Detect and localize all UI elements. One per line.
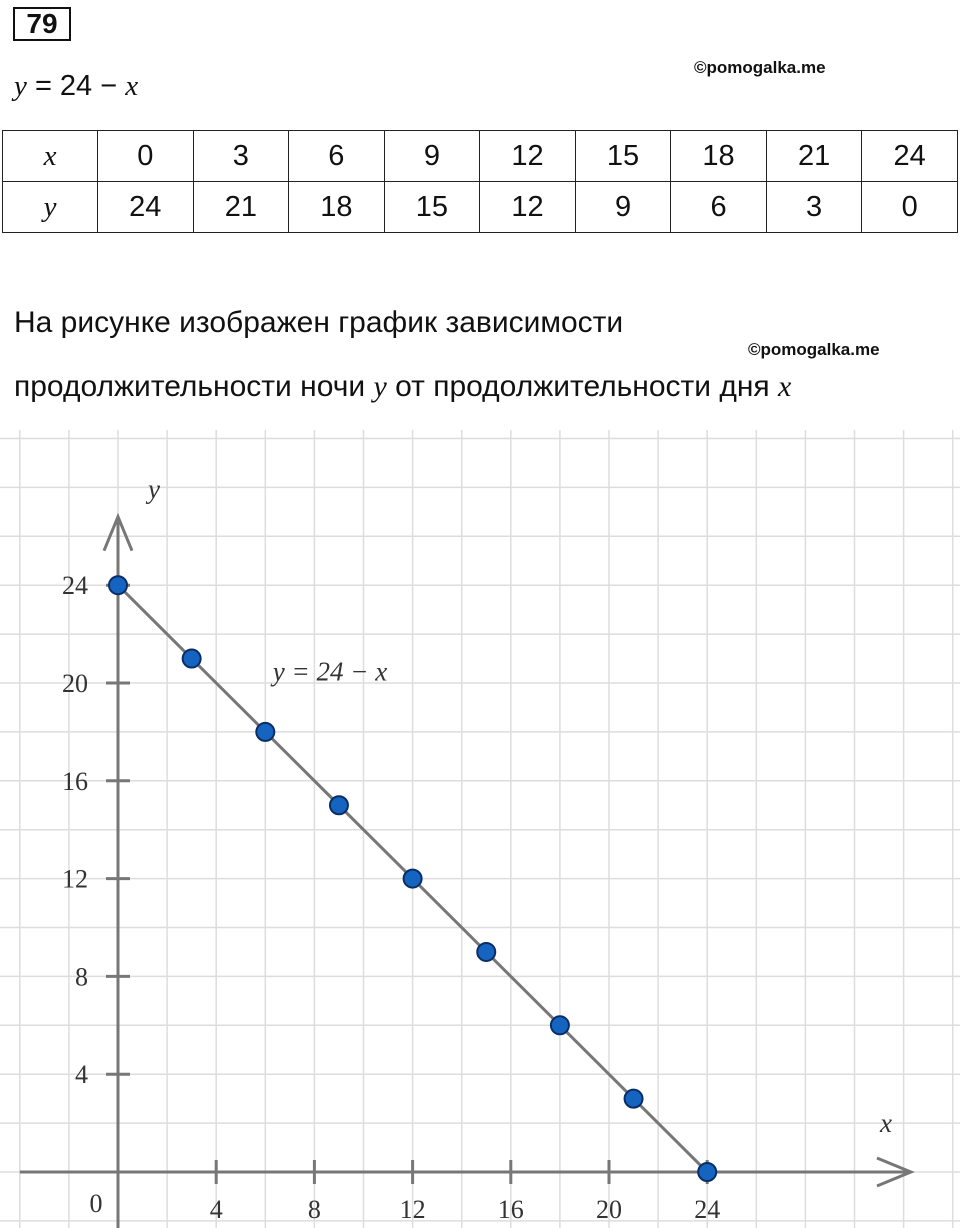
values-table [2, 130, 958, 233]
table-cell: 21 [193, 182, 289, 233]
formula-rhs: = 24 − [34, 70, 118, 102]
data-point [183, 650, 201, 668]
data-point [109, 576, 127, 594]
y-tick-label: 8 [75, 962, 88, 992]
table-cell: 12 [480, 182, 576, 233]
table-cell: 15 [384, 182, 480, 233]
table-cell: 9 [384, 131, 480, 182]
table-cell: 0 [862, 182, 958, 233]
table-cell: 18 [289, 182, 385, 233]
data-point [330, 796, 348, 814]
table-cell: 15 [575, 131, 671, 182]
x-tick-label: 24 [694, 1195, 721, 1224]
y-tick-label: 24 [62, 571, 88, 601]
description-line-2 [14, 370, 791, 404]
task-number: 79 [13, 7, 71, 41]
chart-axes [20, 517, 911, 1228]
chart-labels [145, 474, 892, 1138]
y-axis-label: y [148, 474, 160, 504]
x-tick-label: 20 [596, 1195, 622, 1224]
table-header-y: y [3, 182, 98, 233]
function-formula [14, 70, 138, 103]
data-point [256, 723, 274, 741]
table-cell: 3 [766, 182, 862, 233]
x-tick-label: 8 [307, 1195, 321, 1224]
table-header-x: x [3, 131, 98, 182]
data-point [698, 1163, 716, 1181]
description-var-x: x [778, 370, 792, 403]
chart-ticks [62, 571, 720, 1224]
y-tick-label: 16 [62, 766, 88, 796]
y-tick-label: 4 [75, 1060, 88, 1090]
table-cell: 6 [289, 131, 385, 182]
description-text: от продолжительности дня [395, 370, 770, 403]
table-cell: 9 [575, 182, 671, 233]
description-line-1: На рисунке изображен график зависимости [14, 306, 624, 339]
watermark: ©pomogalka.me [694, 58, 826, 77]
data-point [477, 943, 495, 961]
watermark: ©pomogalka.me [748, 340, 880, 359]
x-tick-label: 16 [497, 1195, 524, 1224]
line-chart [0, 430, 960, 1228]
data-point [551, 1016, 569, 1034]
table-cell: 18 [671, 131, 767, 182]
table-cell: 24 [98, 182, 194, 233]
formula-lhs: y [14, 70, 27, 102]
table-cell: 6 [671, 182, 767, 233]
description-var-y: y [373, 370, 387, 403]
data-point [404, 870, 422, 888]
x-axis-label: x [880, 1108, 892, 1138]
data-point [625, 1090, 643, 1108]
table-cell: 21 [766, 131, 862, 182]
x-tick-label: 12 [399, 1195, 426, 1224]
description-text: продолжительности ночи [14, 370, 366, 403]
y-tick-label: 20 [62, 669, 88, 698]
table-cell: 3 [193, 131, 289, 182]
line-equation-label: y = 24 − x [272, 656, 388, 687]
chart-grid [0, 430, 960, 1228]
y-tick-label: 12 [62, 864, 88, 894]
table-row-x [3, 131, 958, 182]
table-cell: 24 [862, 131, 958, 182]
table-cell: 12 [480, 131, 576, 182]
table-row-y [3, 182, 958, 233]
formula-var: x [125, 70, 139, 102]
origin-label: 0 [89, 1189, 103, 1218]
x-tick-label: 4 [209, 1195, 223, 1224]
table-cell: 0 [98, 131, 194, 182]
